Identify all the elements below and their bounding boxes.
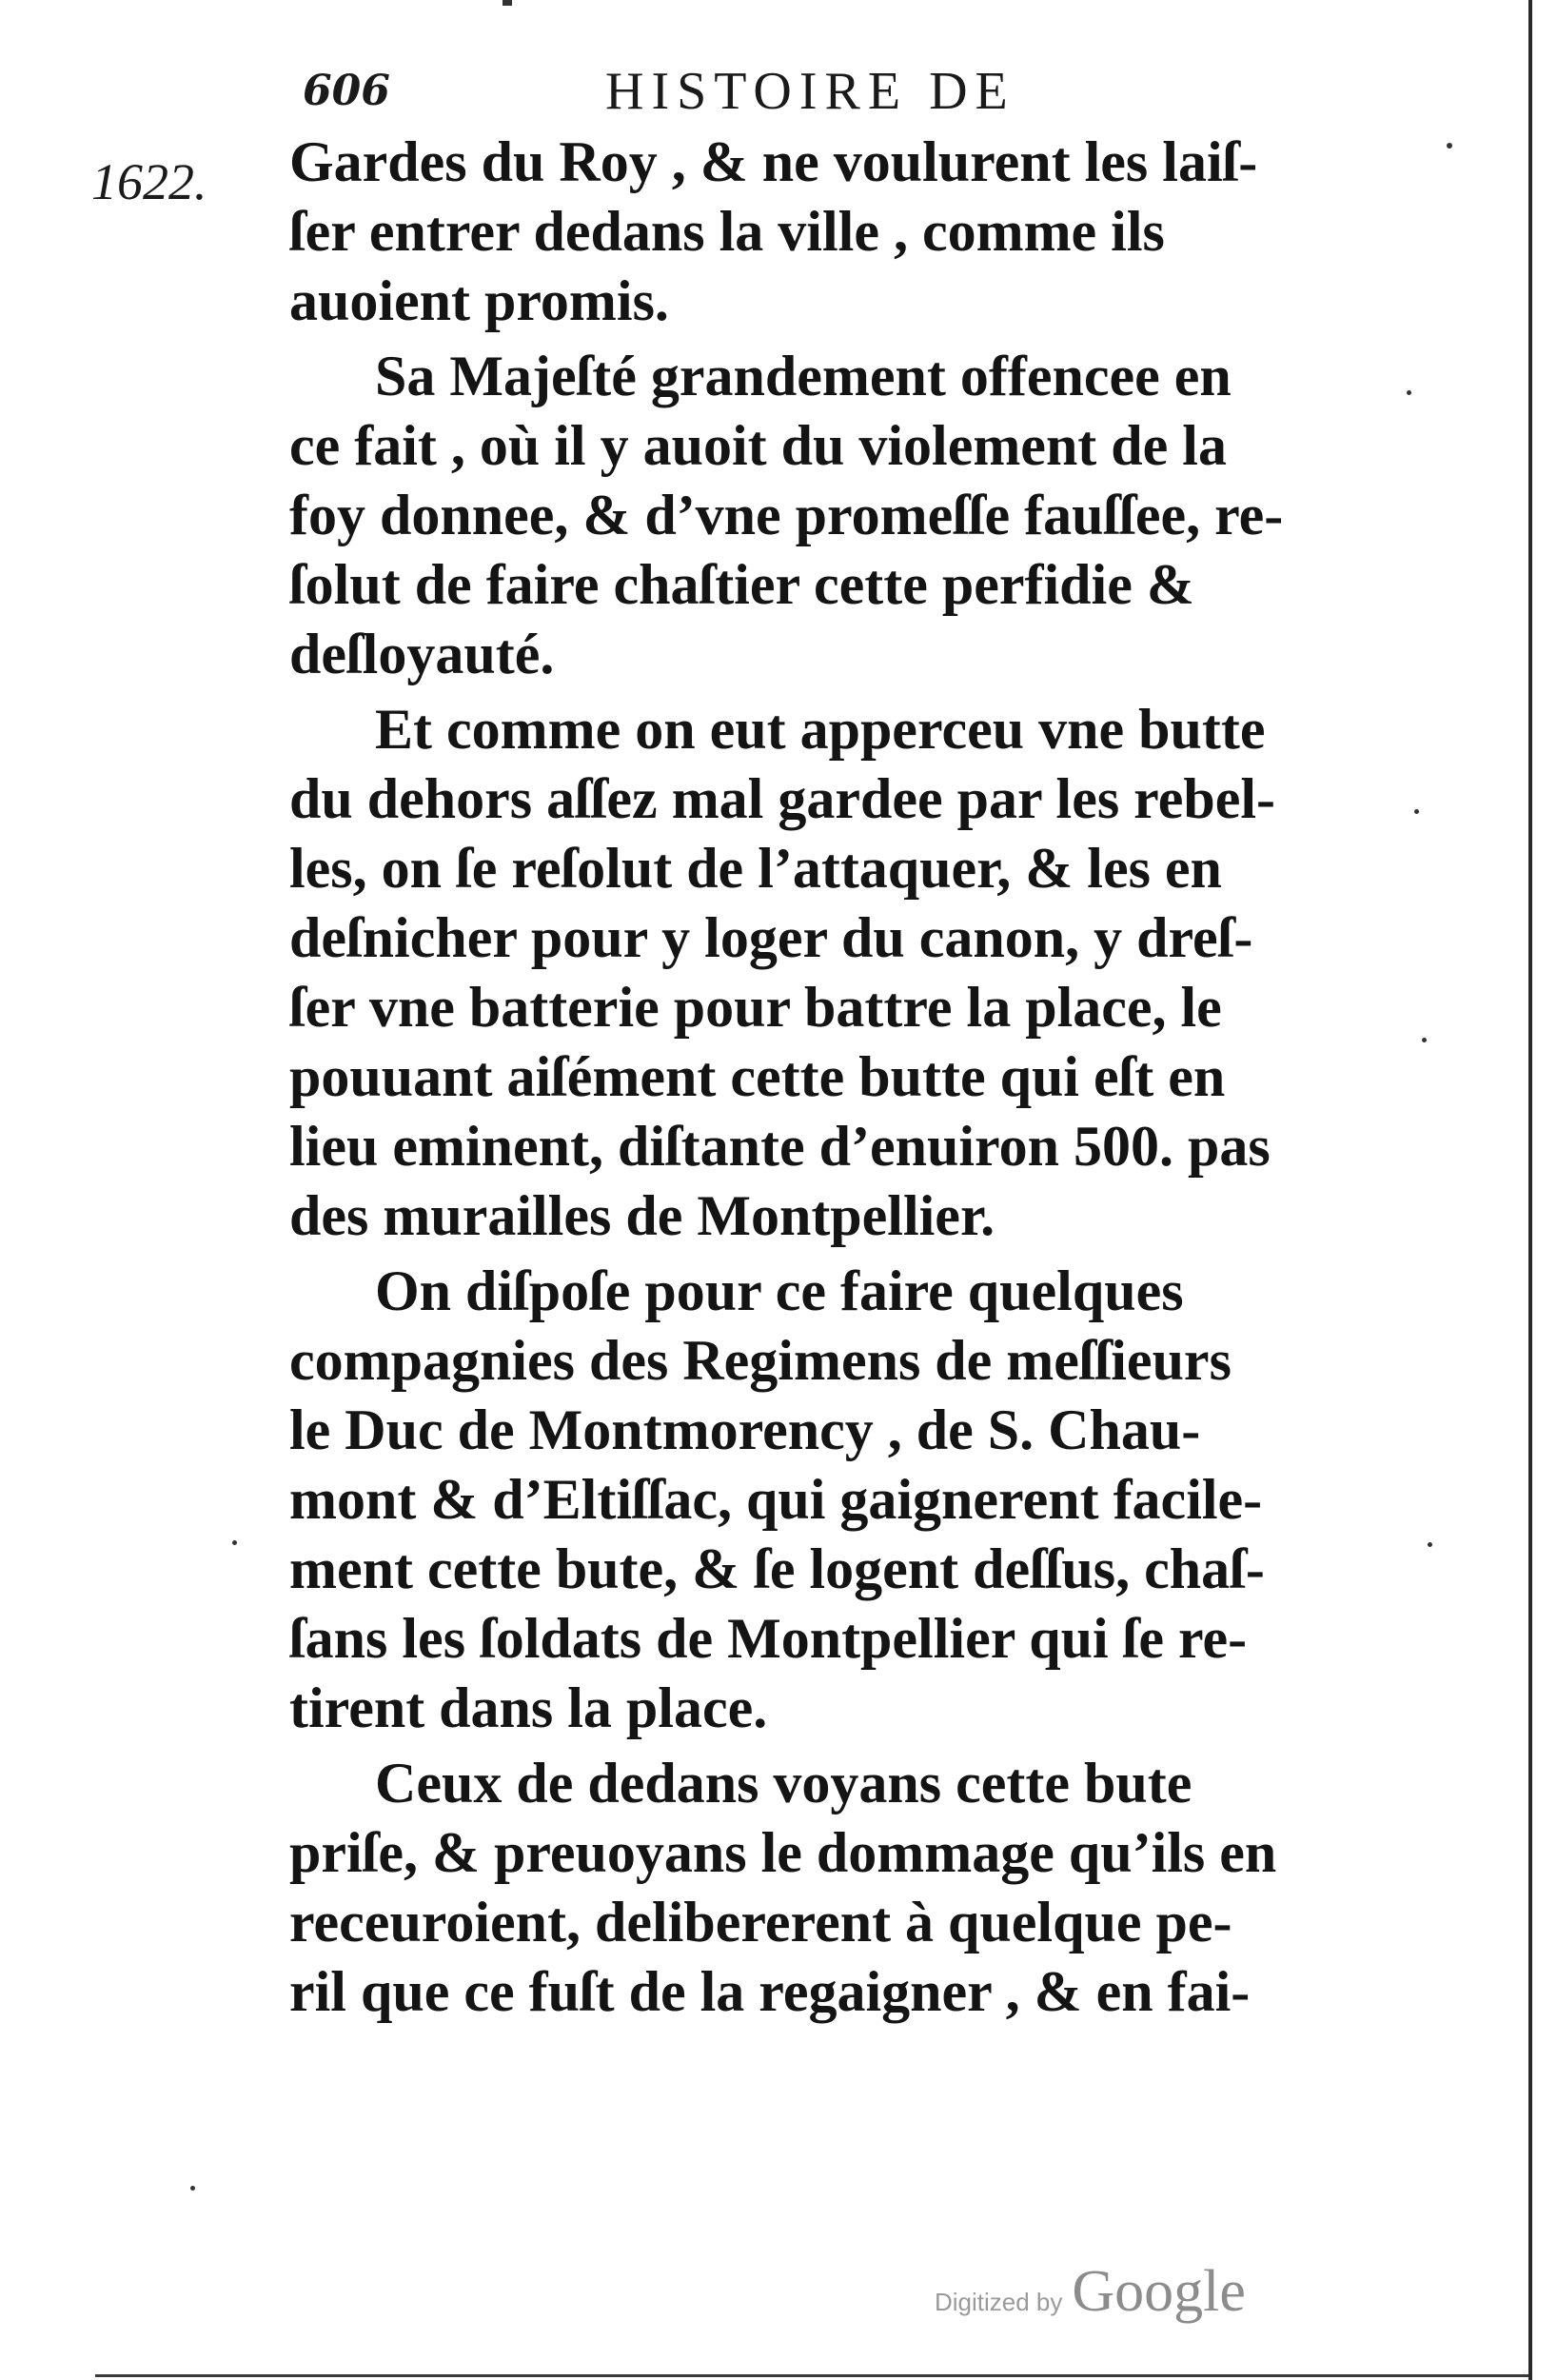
text-line-paragraph-start: Ceux de dedans voyans cette bute (375, 1752, 1192, 1815)
text-line: ſans les ſoldats de Montpellier qui ſe re- (289, 1607, 1248, 1670)
watermark-prefix: Digitized by (935, 2288, 1063, 2316)
text-line: foy donnee, & d’vne promeſſe fauſſee, re- (289, 484, 1284, 546)
page-number: 606 (303, 67, 390, 115)
margin-year-note: 1622. (91, 153, 207, 210)
text-line-paragraph-start: Et comme on eut apperceu vne butte (375, 698, 1266, 761)
text-line: les, on ſe reſolut de l’attaquer, & les en (289, 837, 1222, 900)
text-line: compagnies des Regimens de meſſieurs (289, 1329, 1232, 1392)
text-line: ſer vne batterie pour battre la place, le (289, 976, 1222, 1039)
scan-speck (190, 2186, 195, 2191)
scan-speck (232, 1540, 237, 1545)
text-line: tirent dans la place. (289, 1676, 768, 1739)
scan-speck (1428, 1542, 1432, 1547)
text-line: ce fait , où il y auoit du violement de la (289, 414, 1227, 477)
scan-speck (1414, 809, 1419, 814)
text-line: Gardes du Roy , & ne voulurent les laiſ- (289, 130, 1258, 193)
text-line: ril que ce fuſt de la regaigner , & en fai- (289, 1960, 1251, 2023)
watermark-brand: Google (1072, 2259, 1246, 2324)
text-line-paragraph-start: On diſpoſe pour ce faire quelques (375, 1259, 1184, 1322)
scan-speck (1407, 390, 1411, 395)
text-line: ment cette bute, & ſe logent deſſus, chaſ- (289, 1537, 1265, 1600)
text-line: auoient promis. (289, 269, 669, 332)
page-edge-right (1528, 0, 1532, 2380)
text-line: mont & d’Eltiſſac, qui gaignerent facile- (289, 1468, 1263, 1531)
scan-speck (1422, 1038, 1427, 1042)
text-line: priſe, & preuoyans le dommage qu’ils en (289, 1821, 1277, 1884)
text-line-paragraph-start: Sa Majeſté grandement offencee en (375, 345, 1232, 407)
text-line: receuroient, delibererent à quelque pe- (289, 1891, 1232, 1954)
running-title: HISTOIRE DE (605, 62, 1015, 121)
digitization-watermark (935, 2258, 1246, 2326)
text-line: ſolut de faire chaſtier cette perfidie & (289, 553, 1194, 616)
text-line: deſloyauté. (289, 623, 555, 685)
print-mark (503, 0, 512, 6)
text-line: ſer entrer dedans la ville , comme ils (289, 200, 1165, 263)
text-line: pouuant aiſément cette butte qui eſt en (289, 1045, 1226, 1108)
text-line: du dehors aſſez mal gardee par les rebel- (289, 767, 1275, 830)
text-line: le Duc de Montmorency , de S. Chau- (289, 1398, 1201, 1461)
text-line: deſnicher pour y loger du canon, y dreſ- (289, 906, 1253, 969)
scan-speck (1447, 143, 1452, 149)
text-line: lieu eminent, diſtante d’enuiron 500. pas (289, 1115, 1271, 1178)
text-line: des murailles de Montpellier. (289, 1184, 995, 1247)
page-edge-bottom (95, 2374, 1528, 2377)
body-text (289, 128, 1355, 2027)
